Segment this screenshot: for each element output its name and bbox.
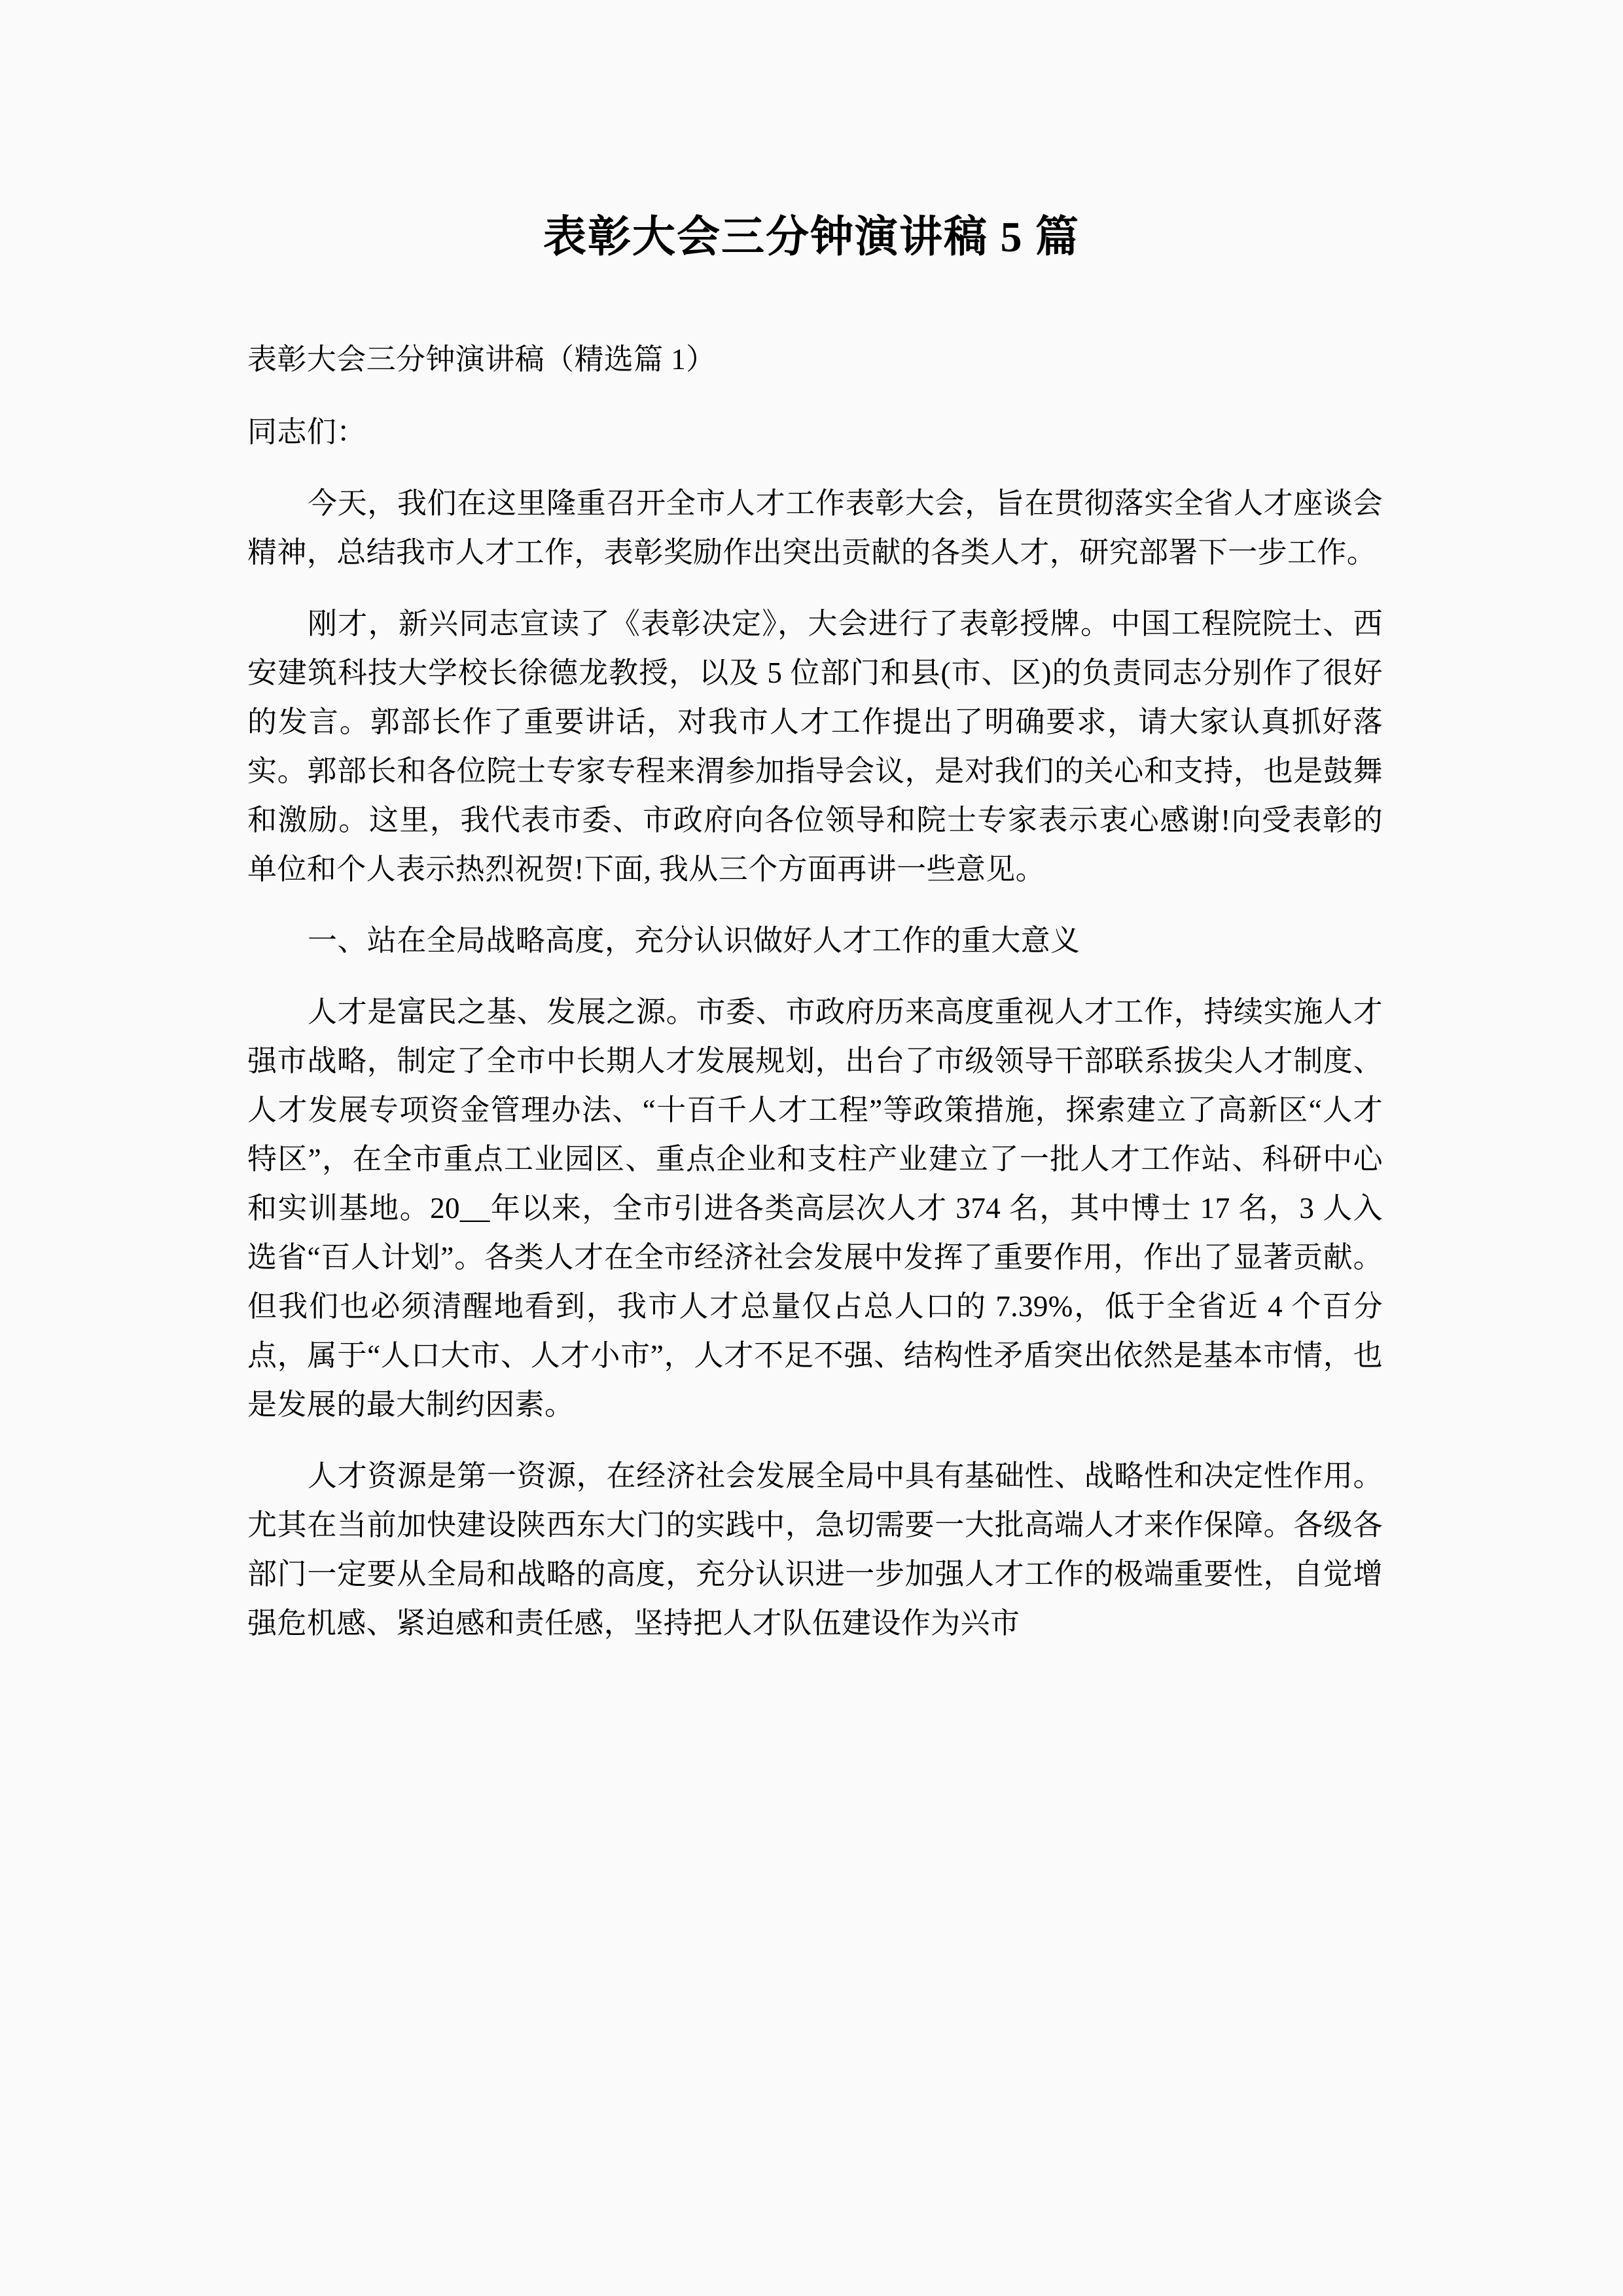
spacer [247,577,1383,600]
spacer [247,894,1383,916]
spacer [247,965,1383,988]
paragraph-1: 今天，我们在这里隆重召开全市人才工作表彰大会，旨在贯彻落实全省人才座谈会精神，总结我市人才工作，表彰奖励作出突出贡献的各类人才，研究部署下一步工作。 [247,487,1383,569]
page-title: 表彰大会三分钟演讲稿 5 篇 [543,213,1080,262]
spacer [247,384,1383,408]
section-heading-1: 一、站在全局战略高度，充分认识做好人才工作的重大意义 [308,924,1080,957]
spacer [247,457,1383,479]
salutation-line: 同志们： [247,416,366,448]
spacer [247,1429,1383,1452]
document-body [247,335,1383,1648]
paragraph-2: 刚才，新兴同志宣读了《表彰决定》，大会进行了表彰授牌。中国工程院院士、西安建筑科技大学校长徐德龙教授，以及 5 位部门和县(市、区)的负责同志分别作了很好的发言。郭部长作了重要讲话，对我市人才工作提出了明确要求，请大家认真抓好落实。郭部长和各位院士专家专程来渭参加指导会议，是对我们的关心和支持，也是鼓舞和激励。这里，我代表市委、市政府向各位领导和院士专家表示衷心感谢!向受表彰的单位和个人表示热烈祝贺!下面, 我从三个方面再讲一些意见。 [247,607,1383,886]
document-subtitle: 表彰大会三分钟演讲稿（精选篇 1） [247,343,716,376]
section-paragraph-1: 人才是富民之基、发展之源。市委、市政府历来高度重视人才工作，持续实施人才强市战略，制定了全市中长期人才发展规划，出台了市级领导干部联系拔尖人才制度、人才发展专项资金管理办法、“十百千人才工程”等政策措施，探索建立了高新区“人才特区”，在全市重点工业园区、重点企业和支柱产业建立了一批人才工作站、科研中心和实训基地。20__年以来，全市引进各类高层次人才 374 名，其中博士 17 名，3 人入选省“百人计划”。各类人才在全市经济社会发展中发挥了重要作用，作出了显著贡献。但我们也必须清醒地看到，我市人才总量仅占总人口的 7.39%，低于全省近 4 个百分点，属于“人口大市、人才小市”，人才不足不强、结构性矛盾突出依然是基本市情，也是发展的最大制约因素。 [247,996,1383,1421]
section-paragraph-2: 人才资源是第一资源，在经济社会发展全局中具有基础性、战略性和决定性作用。尤其在当前加快建设陕西东大门的实践中，急切需要一大批高端人才来作保障。各级各部门一定要从全局和战略的高度，充分认识进一步加强人才工作的极端重要性，自觉增强危机感、紧迫感和责任感，坚持把人才队伍建设作为兴市 [247,1460,1383,1640]
